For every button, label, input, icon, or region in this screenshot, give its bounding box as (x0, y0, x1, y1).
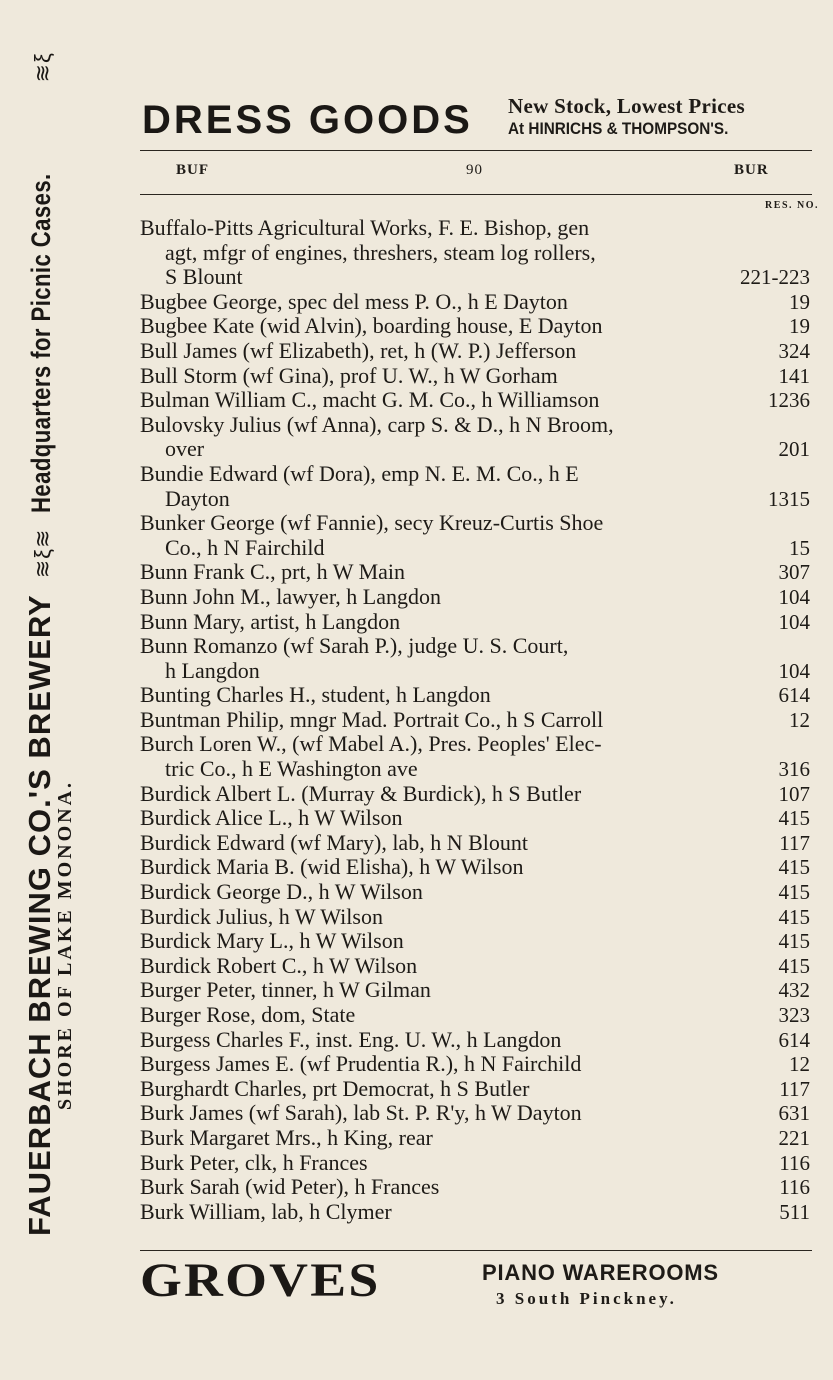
residence-number: 415 (778, 806, 810, 831)
directory-entry (140, 364, 812, 389)
entry-text: Dayton (165, 486, 230, 511)
entry-text: Burgess Charles F., inst. Eng. U. W., h Langdon (140, 1027, 562, 1052)
entry-text: Burk Sarah (wid Peter), h Frances (140, 1175, 440, 1200)
entry-text: Burdick Albert L. (Murray & Burdick), h S Butler (140, 781, 582, 806)
residence-number: 316 (778, 757, 810, 782)
residence-number: 15 (789, 535, 810, 560)
directory-entry (140, 806, 812, 831)
directory-entry (140, 1028, 812, 1053)
residence-number: 104 (778, 584, 810, 609)
entry-name-line (140, 1151, 812, 1176)
entry-text: Burdick Julius, h W Wilson (140, 904, 383, 929)
entry-continuation-line (140, 536, 812, 561)
directory-entry (140, 511, 812, 560)
entry-text: Burk William, lab, h Clymer (140, 1199, 392, 1224)
directory-entry (140, 905, 812, 930)
entry-name-line (140, 216, 812, 241)
directory-entry (140, 1003, 812, 1028)
entry-text: Burghardt Charles, prt Democrat, h S Butler (140, 1076, 530, 1101)
piano-warerooms: PIANO WAREROOMS (482, 1260, 719, 1285)
entry-text: Burger Rose, dom, State (140, 1003, 356, 1027)
directory-entry (140, 1126, 812, 1151)
directory-entry (140, 831, 812, 856)
entry-name-line (140, 585, 812, 610)
directory-entry (140, 1077, 812, 1102)
ornament-icon: ≋ξ (30, 52, 55, 90)
entry-name-line (140, 1126, 812, 1151)
entry-text: Burdick Mary L., h W Wilson (140, 929, 404, 954)
entry-name-line (140, 782, 812, 807)
entry-name-line (140, 413, 812, 438)
entry-name-line (140, 388, 812, 413)
entry-text: S Blount (165, 265, 243, 290)
directory-entry (140, 216, 812, 290)
entry-continuation-line (140, 241, 812, 266)
directory-entry (140, 1151, 812, 1176)
entry-continuation-line (140, 265, 812, 290)
ornament-icon: ≋ξ≋ (30, 521, 55, 586)
entry-text: Bulovsky Julius (wf Anna), carp S. & D., h N Broom, (140, 412, 614, 437)
picnic-cases-text: Headquarters for Picnic Cases. (26, 172, 56, 513)
entry-text: Burch Loren W., (wf Mabel A.), Pres. Peoples' Elec- (140, 732, 602, 757)
entry-name-line (140, 610, 812, 635)
entry-name-line (140, 880, 812, 905)
running-head-left: BUF (176, 162, 209, 178)
entry-name-line (140, 978, 812, 1003)
entry-name-line (140, 806, 812, 831)
entry-name-line (140, 1003, 812, 1028)
directory-entry (140, 290, 812, 315)
page-number: 90 (466, 162, 483, 178)
groves-ad: GROVES (140, 1254, 381, 1307)
residence-number: 323 (778, 1003, 810, 1027)
residence-number: 1236 (768, 388, 810, 413)
entry-name-line (140, 708, 812, 733)
directory-entry (140, 732, 812, 781)
entry-name-line (140, 634, 812, 659)
entry-text: Burgess James E. (wf Prudentia R.), h N Fairchild (140, 1052, 582, 1077)
store-address: 3 South Pinckney. (496, 1289, 677, 1308)
residence-number: 104 (778, 658, 810, 683)
entry-name-line (140, 290, 812, 315)
res-no-label: RES. NO. (765, 200, 819, 211)
residence-number: 12 (789, 1052, 810, 1077)
residence-number: 511 (779, 1199, 810, 1224)
directory-entry (140, 1200, 812, 1225)
entry-name-line (140, 1175, 812, 1200)
header-ad-line1: New Stock, Lowest Prices (508, 94, 745, 118)
entry-text: Bunn Frank C., prt, h W Main (140, 560, 406, 585)
directory-entry (140, 929, 812, 954)
entry-text: Buffalo-Pitts Agricultural Works, F. E. Bishop, gen (140, 216, 590, 240)
residence-number: 432 (778, 978, 810, 1003)
directory-entry (140, 1175, 812, 1200)
entry-text: Burdick Robert C., h W Wilson (140, 953, 418, 978)
directory-entry (140, 855, 812, 880)
entry-text: Bunn Mary, artist, h Langdon (140, 609, 401, 634)
entry-text: Bull James (wf Elizabeth), ret, h (W. P.) Jefferson (140, 338, 577, 363)
directory-entry (140, 1052, 812, 1077)
header-ad-line2: At HINRICHS & THOMPSON'S. (508, 119, 729, 138)
running-head-rule (140, 194, 812, 195)
residence-number: 107 (778, 781, 810, 806)
entry-name-line (140, 1101, 812, 1126)
side-advertisement (62, 84, 148, 1320)
directory-entry (140, 954, 812, 979)
residence-number: 117 (779, 830, 810, 855)
entry-name-line (140, 929, 812, 954)
directory-entry (140, 610, 812, 635)
entry-text: Buntman Philip, mngr Mad. Portrait Co., h S Carroll (140, 707, 604, 732)
entry-name-line (140, 732, 812, 757)
residence-number: 116 (779, 1175, 810, 1200)
entry-text: Burdick Alice L., h W Wilson (140, 806, 403, 831)
residence-number: 12 (789, 707, 810, 732)
entry-continuation-line (140, 757, 812, 782)
entry-name-line (140, 831, 812, 856)
footer-rule (140, 1250, 812, 1251)
entry-text: Burk Peter, clk, h Frances (140, 1150, 368, 1175)
residence-number: 415 (778, 953, 810, 978)
brewery-name: FAUERBACH BREWING CO.'S BREWERY (22, 594, 57, 1236)
directory-entry (140, 388, 812, 413)
entry-text: Bundie Edward (wf Dora), emp N. E. M. Co., h E (140, 461, 579, 486)
residence-number: 614 (778, 1027, 810, 1052)
entry-name-line (140, 1200, 812, 1225)
entry-name-line (140, 1028, 812, 1053)
dress-goods-ad: DRESS GOODS (142, 98, 473, 142)
residence-number: 116 (779, 1150, 810, 1175)
entry-text: tric Co., h E Washington ave (165, 757, 418, 782)
residence-number: 201 (778, 437, 810, 462)
directory-entry (140, 339, 812, 364)
entry-name-line (140, 905, 812, 930)
entry-text: Bull Storm (wf Gina), prof U. W., h W Gorham (140, 363, 558, 388)
directory-entry (140, 708, 812, 733)
residence-number: 614 (778, 683, 810, 708)
entry-name-line (140, 339, 812, 364)
entry-text: Bugbee Kate (wid Alvin), boarding house, E Dayton (140, 314, 603, 339)
entry-text: Co., h N Fairchild (165, 535, 325, 560)
entry-continuation-line (140, 437, 812, 462)
directory-entry (140, 560, 812, 585)
directory-entry (140, 314, 812, 339)
residence-number: 324 (778, 338, 810, 363)
entry-text: Bunker George (wf Fannie), secy Kreuz-Curtis Shoe (140, 511, 604, 536)
entry-text: over (165, 437, 205, 462)
residence-number: 415 (778, 880, 810, 905)
entry-text: Burk Margaret Mrs., h King, rear (140, 1125, 433, 1150)
residence-number: 631 (778, 1101, 810, 1126)
directory-entry (140, 634, 812, 683)
entry-name-line (140, 560, 812, 585)
directory-entry (140, 880, 812, 905)
entry-name-line (140, 855, 812, 880)
residence-number: 104 (778, 609, 810, 634)
entry-name-line (140, 683, 812, 708)
residence-number: 221 (778, 1125, 810, 1150)
running-head-right: BUR (734, 162, 769, 178)
residence-number: 141 (778, 363, 810, 388)
entry-name-line (140, 314, 812, 339)
directory-entry (140, 585, 812, 610)
entry-text: Bugbee George, spec del mess P. O., h E Dayton (140, 289, 568, 314)
entry-text: Burger Peter, tinner, h W Gilman (140, 978, 431, 1003)
entry-text: Burdick George D., h W Wilson (140, 880, 423, 905)
entry-text: Bunn Romanzo (wf Sarah P.), judge U. S. Court, (140, 634, 569, 659)
entry-name-line (140, 364, 812, 389)
residence-number: 221-223 (740, 265, 810, 290)
entry-name-line (140, 954, 812, 979)
entry-text: Burdick Edward (wf Mary), lab, h N Blount (140, 830, 528, 855)
residence-number: 415 (778, 904, 810, 929)
header-ad-right (508, 94, 818, 140)
entry-name-line (140, 511, 812, 536)
residence-number: 307 (778, 560, 810, 585)
entry-continuation-line (140, 659, 812, 684)
entry-text: h Langdon (165, 658, 260, 683)
side-ad-line2: SHORE OF LAKE MONONA. (54, 779, 76, 1110)
entry-text: Bunting Charles H., student, h Langdon (140, 683, 491, 708)
entry-text: Burk James (wf Sarah), lab St. P. R'y, h W Dayton (140, 1101, 582, 1126)
entry-name-line (140, 1077, 812, 1102)
directory-entry (140, 413, 812, 462)
entry-continuation-line (140, 487, 812, 512)
entry-text: Bunn John M., lawyer, h Langdon (140, 584, 441, 609)
directory-entry (140, 782, 812, 807)
directory-entry (140, 978, 812, 1003)
residence-number: 415 (778, 929, 810, 954)
residence-number: 19 (789, 289, 810, 314)
entry-text: agt, mfgr of engines, threshers, steam log rollers, (165, 240, 596, 265)
residence-number: 117 (779, 1076, 810, 1101)
entry-text: Burdick Maria B. (wid Elisha), h W Wilson (140, 855, 524, 880)
directory-entries (140, 216, 812, 1224)
residence-number: 1315 (768, 486, 810, 511)
entry-name-line (140, 462, 812, 487)
residence-number: 415 (778, 855, 810, 880)
header-rule (140, 150, 812, 151)
directory-entry (140, 683, 812, 708)
directory-entry (140, 462, 812, 511)
directory-entry (140, 1101, 812, 1126)
residence-number: 19 (789, 314, 810, 339)
entry-text: Bulman William C., macht G. M. Co., h Williamson (140, 388, 600, 413)
entry-name-line (140, 1052, 812, 1077)
